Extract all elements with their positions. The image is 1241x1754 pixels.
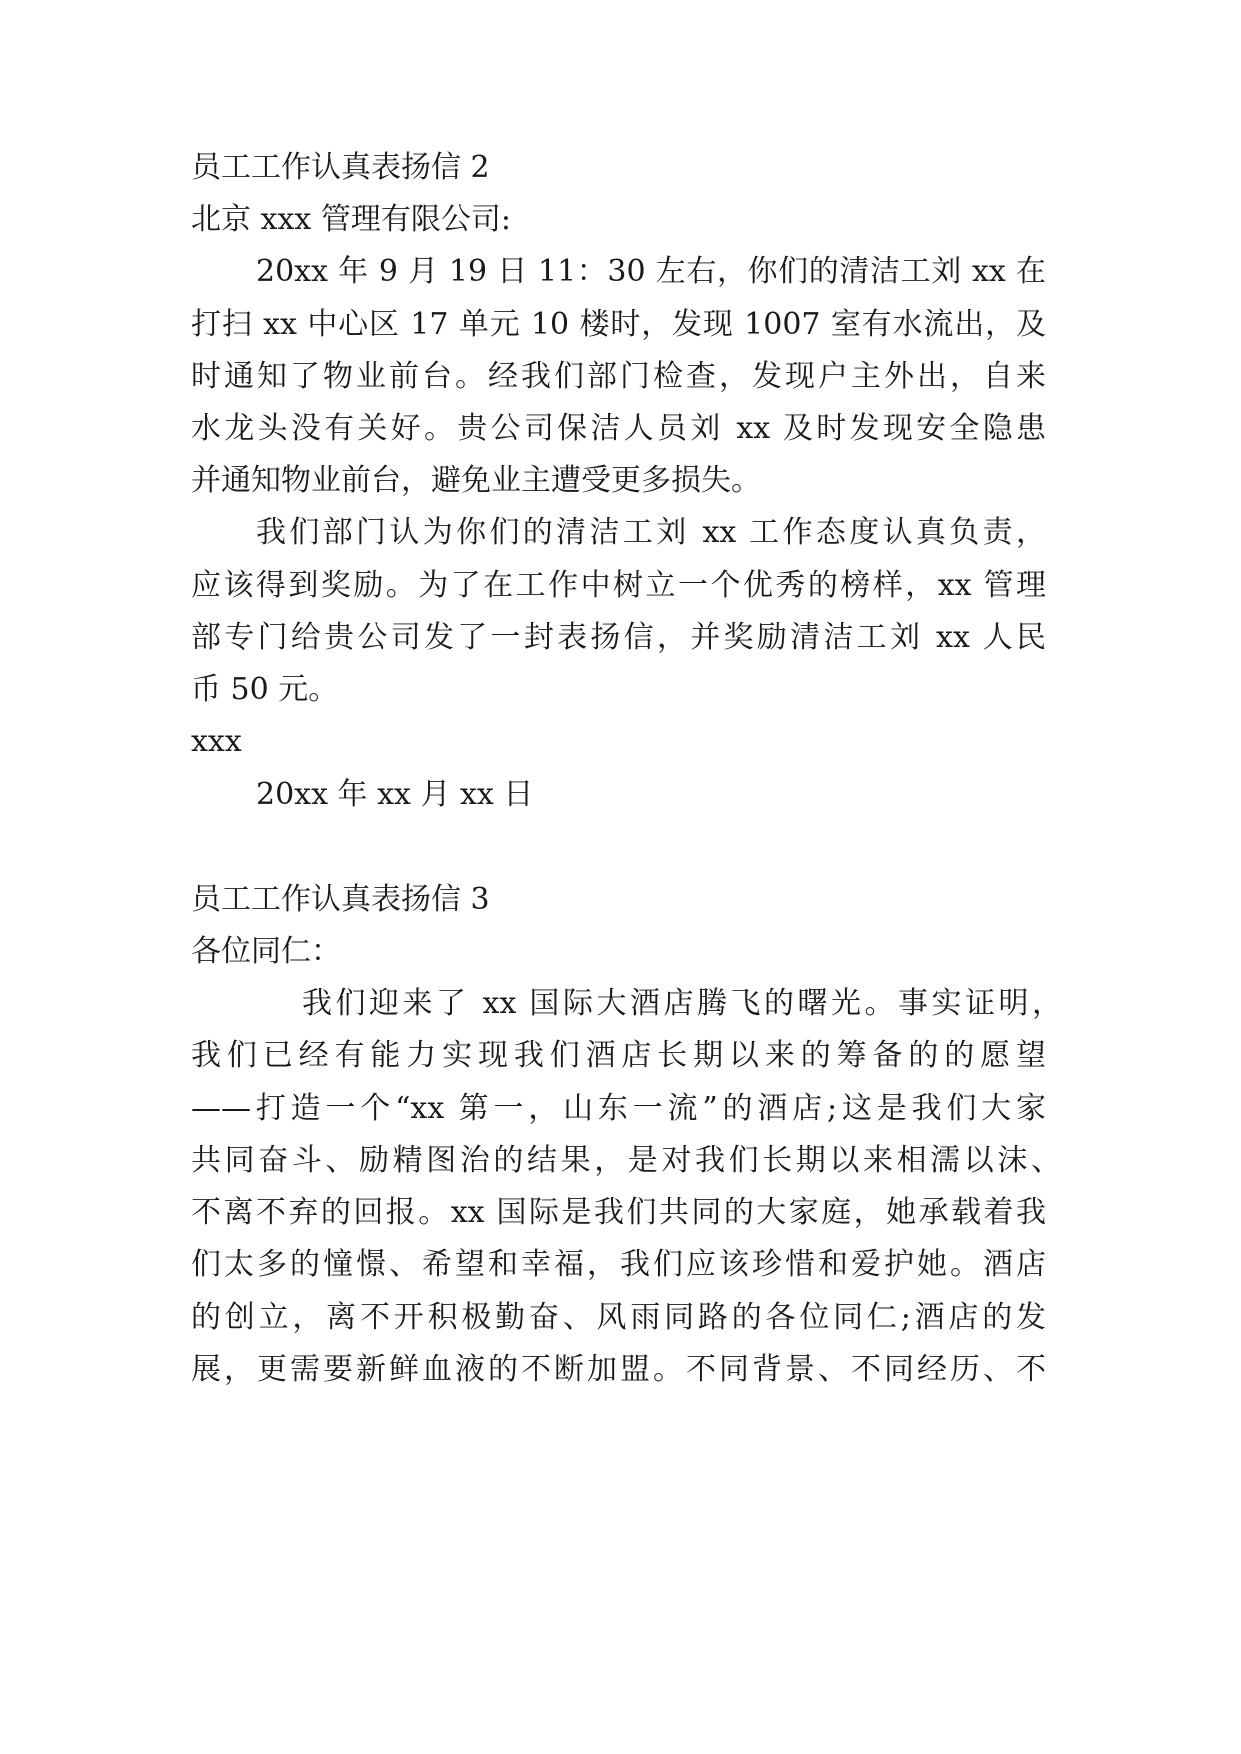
letter-2-paragraph-1-line: 水龙头没有关好。贵公司保洁人员刘 xx 及时发现安全隐患 [191, 411, 1046, 446]
letter-2-signature: xxx [191, 724, 242, 759]
letter-2-paragraph-2-line: 我们部门认为你们的清洁工刘 xx 工作态度认真负责， [256, 515, 1046, 550]
letter-2-paragraph-2-line: 部专门给贵公司发了一封表扬信，并奖励清洁工刘 xx 人民 [191, 620, 1046, 655]
letter-3-paragraph-line: 的创立，离不开积极勤奋、风雨同路的各位同仁;酒店的发 [191, 1300, 1046, 1335]
letter-3-paragraph-line: 我们迎来了 xx 国际大酒店腾飞的曙光。事实证明， [302, 986, 1062, 1021]
letter-3-paragraph-line: 共同奋斗、励精图治的结果，是对我们长期以来相濡以沫、 [191, 1143, 1061, 1178]
letter-3-paragraph-line: ——打造一个“xx 第一，山东一流”的酒店;这是我们大家 [191, 1091, 1046, 1126]
letter-3-paragraph-line: 展，更需要新鲜血液的不断加盟。不同背景、不同经历、不 [191, 1352, 1046, 1387]
letter-3-paragraph-line: 我们已经有能力实现我们酒店长期以来的筹备的的愿望 [191, 1038, 1046, 1073]
letter-2-paragraph-1-line: 时通知了物业前台。经我们部门检查，发现户主外出，自来 [191, 359, 1046, 394]
letter-2-date: 20xx 年 xx 月 xx 日 [256, 777, 534, 812]
letter-3-title: 员工工作认真表扬信 3 [191, 882, 490, 917]
letter-2-paragraph-1-line: 并通知物业前台，避免业主遭受更多损失。 [191, 463, 761, 498]
letter-3-salutation: 各位同仁： [191, 934, 341, 969]
letter-2-salutation: 北京 xxx 管理有限公司: [191, 202, 511, 237]
letter-2-title: 员工工作认真表扬信 2 [191, 150, 490, 185]
letter-3-paragraph-line: 不离不弃的回报。xx 国际是我们共同的大家庭，她承载着我 [191, 1195, 1046, 1230]
letter-2-paragraph-1-line: 20xx 年 9 月 19 日 11：30 左右，你们的清洁工刘 xx 在 [256, 254, 1046, 289]
letter-2-paragraph-2-line: 应该得到奖励。为了在工作中树立一个优秀的榜样，xx 管理 [191, 568, 1046, 603]
letter-2-paragraph-1-line: 打扫 xx 中心区 17 单元 10 楼时，发现 1007 室有水流出，及 [191, 307, 1046, 342]
letter-3-paragraph-line: 们太多的憧憬、希望和幸福，我们应该珍惜和爱护她。酒店 [191, 1247, 1046, 1282]
letter-2-paragraph-2-line: 币 50 元。 [191, 672, 339, 707]
